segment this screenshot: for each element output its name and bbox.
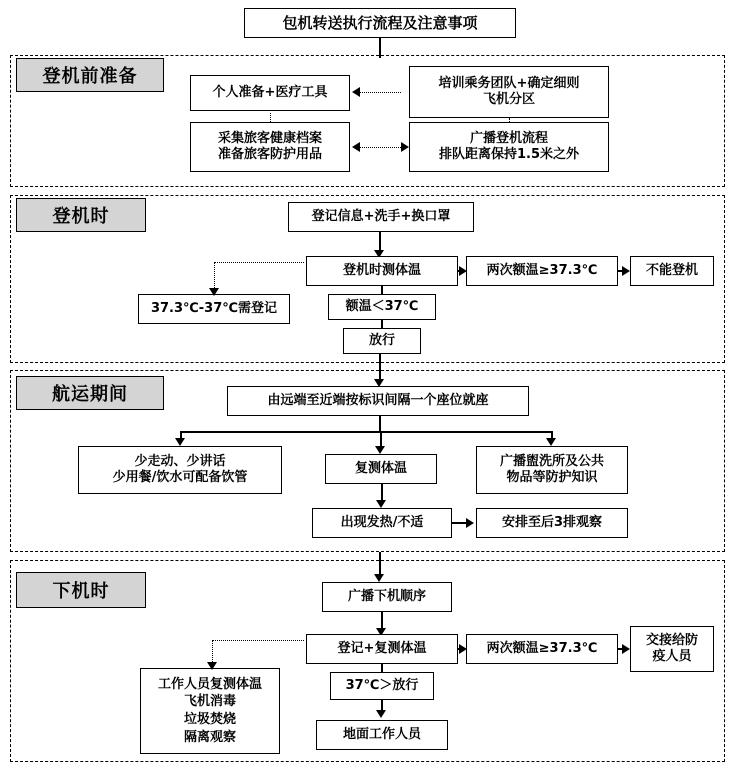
box-broadcast-deplane-order: 广播下机顺序 xyxy=(322,582,452,612)
box-register-retest: 登记+复测体温 xyxy=(306,634,458,664)
conn-flight-fever-arrow xyxy=(466,518,474,528)
box-handover-line1: 交接给防 xyxy=(645,632,698,648)
box-broadcast-boarding xyxy=(409,122,609,172)
box-train-crew xyxy=(409,66,609,118)
box-temp-range-register: 37.3℃-37℃需登记 xyxy=(138,294,290,324)
box-broadcast-hygiene-line2: 物品等防护知识 xyxy=(506,470,598,485)
box-ground-staff: 地面工作人员 xyxy=(316,720,448,750)
box-handover-line2: 疫人员 xyxy=(652,649,692,664)
box-less-movement-line2: 少用餐/饮水可配备饮管 xyxy=(112,470,248,485)
box-two-temps-high: 两次额温≥37.3℃ xyxy=(466,256,618,286)
box-staff-line4: 隔离观察 xyxy=(183,729,236,745)
box-staff-line1: 工作人员复测体温 xyxy=(157,676,262,692)
conn-flight-left-arrow xyxy=(175,438,185,446)
box-health-records-line1: 采集旅客健康档案 xyxy=(217,130,322,146)
box-broadcast-hygiene-line1: 广播盥洗所及公共 xyxy=(499,453,604,469)
conn-flight-split xyxy=(180,431,552,433)
conn-flight-down-2-arrow xyxy=(376,500,386,508)
conn-off-branch-arrow xyxy=(207,662,217,670)
box-temp-under-37: 额温＜37℃ xyxy=(328,294,436,320)
conn-off-down-3-arrow xyxy=(376,710,386,718)
conn-board-down-2 xyxy=(381,286,383,294)
box-personal-prep: 个人准备+医疗工具 xyxy=(190,75,350,111)
diagram-title: 包机转送执行流程及注意事项 xyxy=(244,8,516,38)
conn-board-r1-arrow xyxy=(459,266,467,276)
conn-off-in-arrow xyxy=(374,574,384,582)
box-broadcast-hygiene xyxy=(476,446,628,494)
box-seating: 由远端至近端按标识间隔一个座位就座 xyxy=(227,386,529,416)
box-less-movement xyxy=(78,446,282,494)
box-fever-discomfort: 出现发热/不适 xyxy=(312,508,452,538)
conn-pre-3 xyxy=(270,113,271,122)
section-label-pre-boarding: 登机前准备 xyxy=(16,58,164,92)
box-health-records xyxy=(190,122,350,172)
conn-flight-down-2 xyxy=(381,484,383,500)
conn-off-r1-arrow xyxy=(459,644,467,654)
conn-pre-1 xyxy=(358,92,401,93)
conn-pre-4 xyxy=(509,118,510,122)
box-pass-boarding: 放行 xyxy=(343,328,421,354)
conn-board-r2-arrow xyxy=(622,266,630,276)
section-label-deplaning: 下机时 xyxy=(16,572,146,608)
box-staff-procedures xyxy=(140,668,280,754)
conn-off-branch-h xyxy=(212,640,304,641)
conn-off-r2-arrow xyxy=(622,644,630,654)
section-label-in-flight: 航运期间 xyxy=(16,376,164,410)
box-staff-line2: 飞机消毒 xyxy=(183,694,236,710)
conn-pre-2-arrow-r xyxy=(401,142,409,152)
box-health-records-line2: 准备旅客防护用品 xyxy=(217,147,322,162)
conn-flight-split-v xyxy=(379,416,381,432)
box-two-temps-high-off: 两次额温≥37.3℃ xyxy=(466,634,618,664)
box-cannot-board: 不能登机 xyxy=(630,256,714,286)
box-less-movement-line1: 少走动、少讲话 xyxy=(134,453,226,469)
box-broadcast-boarding-line2: 排队距离保持1.5米之外 xyxy=(438,147,580,162)
conn-flight-mid-v xyxy=(380,431,382,447)
box-register-wash: 登记信息+洗手+换口罩 xyxy=(288,202,474,232)
box-retest-temp: 复测体温 xyxy=(325,454,437,484)
box-handover-epidemic xyxy=(630,626,714,672)
conn-off-down-2 xyxy=(381,664,383,672)
box-train-crew-line2: 飞机分区 xyxy=(482,92,535,107)
box-staff-line3: 垃圾焚烧 xyxy=(183,712,236,727)
conn-board-down-3 xyxy=(381,320,383,328)
box-train-crew-line1: 培训乘务团队+确定细则 xyxy=(438,75,580,91)
conn-board-branch-h xyxy=(214,262,304,263)
box-move-back-rows: 安排至后3排观察 xyxy=(476,508,628,538)
conn-flight-right-arrow xyxy=(546,438,556,446)
box-pass-deplane: 37℃＞放行 xyxy=(330,672,434,700)
conn-board-branch-arrow xyxy=(209,288,219,296)
conn-flight-mid-arrow xyxy=(375,446,385,454)
conn-pre-2-arrow xyxy=(352,142,360,152)
conn-pre-2 xyxy=(358,147,401,148)
section-label-boarding: 登机时 xyxy=(16,198,146,232)
conn-pre-1-arrow xyxy=(352,87,360,97)
box-broadcast-boarding-line1: 广播登机流程 xyxy=(469,130,548,146)
box-boarding-temp: 登机时测体温 xyxy=(306,256,458,286)
